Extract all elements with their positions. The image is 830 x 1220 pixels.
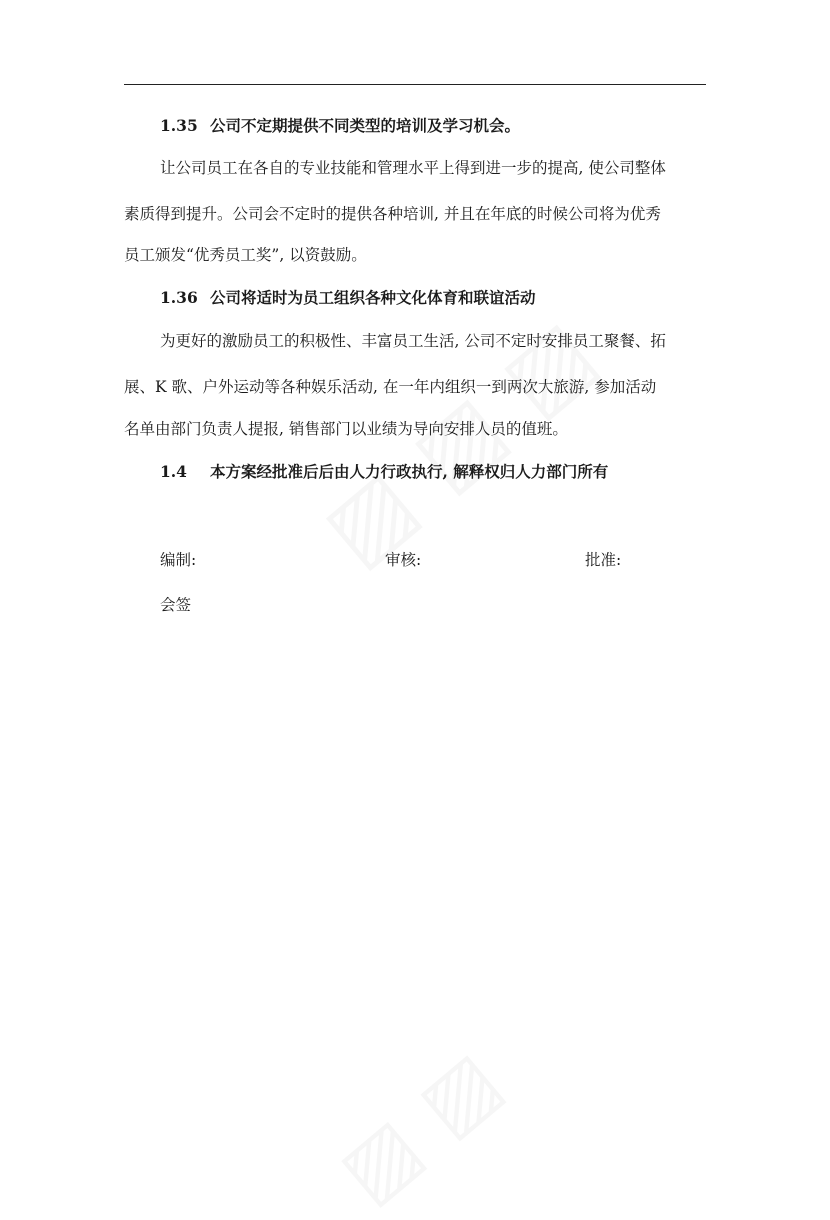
header-rule [124,84,706,85]
section-number: 1.36 [160,288,198,307]
paragraph-line: 员工颁发“优秀员工奖”, 以资鼓励。 [124,246,367,264]
section-number: 1.4 [160,462,187,481]
section-number: 1.35 [160,116,198,135]
paragraph-line: 名单由部门负责人提报, 销售部门以业绩为导向安排人员的值班。 [124,420,568,438]
approved-by-label: 批准: [585,551,622,569]
section-heading-1-36 [160,288,536,308]
section-heading-1-4 [160,462,608,482]
cosign-label: 会签 [160,596,192,614]
paragraph-line: 素质得到提升。公司会不定时的提供各种培训, 并且在年底的时候公司将为优秀 [124,205,661,223]
prepared-by-label: 编制: [160,551,197,569]
paragraph-line: 为更好的激励员工的积极性、丰富员工生活, 公司不定时安排员工聚餐、拓 [160,332,666,350]
watermark-graphic [321,1033,518,1219]
section-title: 公司将适时为员工组织各种文化体育和联谊活动 [210,288,536,307]
reviewed-by-label: 审核: [385,551,422,569]
section-heading-1-35 [160,116,520,136]
section-title: 本方案经批准后后由人力行政执行, 解释权归人力部门所有 [210,462,609,481]
paragraph-line: 让公司员工在各自的专业技能和管理水平上得到进一步的提高, 使公司整体 [160,159,666,177]
section-title: 公司不定期提供不同类型的培训及学习机会。 [210,116,521,135]
paragraph-line: 展、K 歌、户外运动等各种娱乐活动, 在一年内组织一到两次大旅游, 参加活动 [124,378,657,396]
